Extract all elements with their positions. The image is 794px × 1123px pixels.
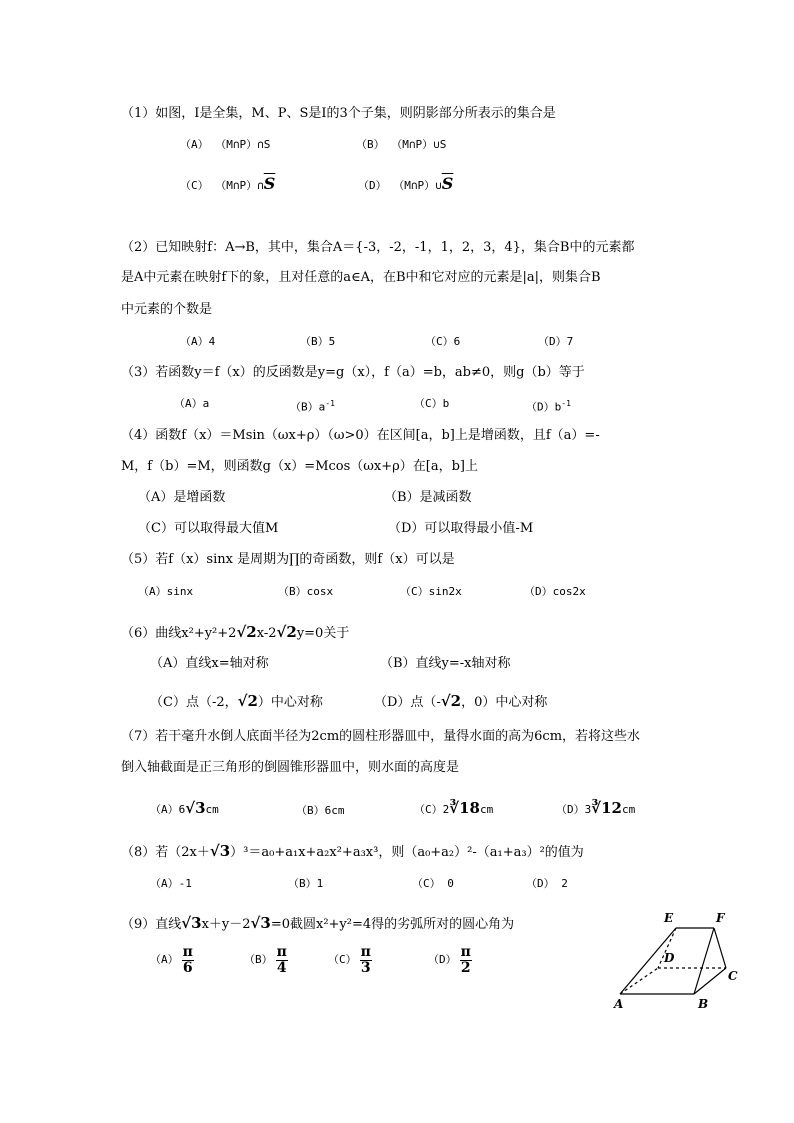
- q3-option-a: （A）a: [174, 397, 210, 410]
- q8-option-a: （A）-1: [150, 877, 192, 890]
- prism-figure: [612, 908, 742, 1012]
- q5-option-d: （D）cos2x: [524, 585, 586, 598]
- label-c: C: [728, 969, 738, 983]
- q9-option-c: （C） $\frac{\pi}{3}$: [328, 943, 371, 976]
- label-f: F: [716, 911, 725, 925]
- q2-line2: 是A中元素在映射f下的象，且对任意的a∈A，在B中和它对应的元素是|a|，则集合B: [121, 270, 601, 285]
- label-e: E: [664, 911, 674, 925]
- q2-line3: 中元素的个数是: [121, 302, 213, 317]
- q7-line2: 倒入轴截面是正三角形的倒圆锥形器皿中，则水面的高度是: [121, 760, 460, 775]
- s-complement: $\overline{S}$: [263, 174, 276, 193]
- q6-option-d: （D）点（-√2，0）中心对称: [374, 692, 548, 710]
- q7-option-c: （C）2∛18cm: [414, 799, 494, 817]
- q5-option-b: （B）cosx: [278, 585, 334, 598]
- edge-bc: [694, 968, 726, 994]
- q7-option-a: （A）6√3cm: [150, 799, 219, 817]
- q8-option-b: （B）1: [288, 877, 324, 890]
- q4-option-c: （C）可以取得最大值M: [138, 521, 279, 536]
- q9-option-b: （B） $\frac{\pi}{4}$: [244, 943, 287, 976]
- label-a: A: [614, 997, 624, 1011]
- q1-option-c: （C） $(M\cap P)\cap\overline{S}$: [180, 174, 276, 193]
- edge-fb: [694, 928, 714, 994]
- q4-option-d: （D）可以取得最小值-M: [388, 521, 534, 536]
- q6-stem: （6）曲线x²+y²+2√2x-2√2y=0关于: [121, 623, 350, 641]
- q2-option-a: （A）4: [180, 335, 216, 348]
- q3-stem: （3）若函数y＝f（x）的反函数是y=g（x），f（a）=b，ab≠0，则g（b）等于: [121, 365, 585, 380]
- q6-option-a: （A）直线x=轴对称: [150, 656, 269, 671]
- label-b: B: [698, 997, 709, 1011]
- q9-option-d: （D） $\frac{\pi}{2}$: [428, 943, 471, 976]
- q5-option-c: （C）sin2x: [400, 585, 462, 598]
- q7-line1: （7）若干毫升水倒人底面半径为2cm的圆柱形器皿中，量得水面的高为6cm，若将这些水: [121, 729, 641, 744]
- q2-option-d: （D）7: [538, 335, 574, 348]
- q4-line2: M，f（b）=M，则函数g（x）=Mcos（ωx+ρ）在[a，b]上: [121, 459, 478, 474]
- q8-stem: （8）若（2x＋√3）³＝a₀+a₁x+a₂x²+a₃x³，则（a₀+a₂）²-（a₁+a₃）²的值为: [121, 842, 584, 860]
- q8-option-c: （C） 0: [412, 877, 454, 890]
- label-d: D: [664, 951, 675, 965]
- q7-option-b: （B）6cm: [296, 804, 345, 817]
- q1-option-d: （D） $(M\cap P)\cup\overline{S}$: [358, 174, 454, 193]
- q1-option-b: （B） （M∩P）∪S: [356, 138, 447, 151]
- q7-option-d: （D）3∛12cm: [556, 799, 636, 817]
- q8-option-d: （D） 2: [526, 877, 568, 890]
- q3-option-b: $(B)a^{-1}$: [290, 399, 335, 414]
- q6-option-b: （B）直线y=-x轴对称: [380, 656, 511, 671]
- s-complement: $\overline{S}$: [441, 174, 454, 193]
- edge-fc: [714, 928, 726, 968]
- q2-line1: （2）已知映射f：A→B，其中，集合A＝{-3，-2，-1，1，2，3，4}，集合B中的元素都: [121, 240, 635, 255]
- q2-option-b: （B）5: [300, 335, 336, 348]
- q5-option-a: （A）sinx: [138, 585, 194, 598]
- q4-line1: （4）函数f（x）＝Msin（ωx+ρ）（ω>0）在区间[a，b]上是增函数，且f（a）=-: [121, 428, 600, 443]
- q2-option-c: （C）6: [425, 335, 461, 348]
- q4-option-a: （A）是增函数: [138, 490, 226, 505]
- q4-option-b: （B）是减函数: [384, 490, 472, 505]
- q6-option-c: （C）点（-2，√2）中心对称: [150, 692, 323, 710]
- q9-option-a: （A） $\frac{\pi}{6}$: [150, 943, 193, 976]
- q1-option-a: （A） （M∩P）∩S: [180, 138, 271, 151]
- q3-option-c: （C）b: [414, 397, 450, 410]
- q9-stem: （9）直线√3x＋y－2√3=0截圆x²+y²=4得的劣弧所对的圆心角为: [121, 914, 515, 932]
- q3-option-d: $(D)b^{-1}$: [526, 399, 571, 414]
- q5-stem: （5）若f（x）sinx 是周期为∏的奇函数，则f（x）可以是: [121, 552, 455, 567]
- q1-stem: （1）如图，I是全集，M、P、S是I的3个子集，则阴影部分所表示的集合是: [121, 106, 556, 121]
